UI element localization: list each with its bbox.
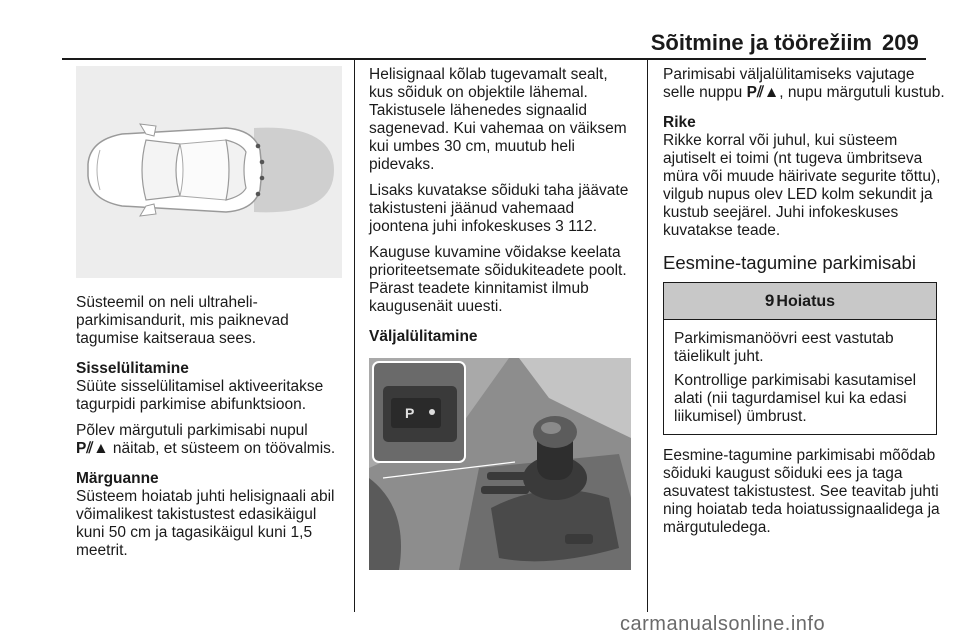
column-divider-right — [647, 60, 648, 612]
activation-paragraph: Süüte sisselülitamisel aktiveeritakse tagurpidi parkimise abifunktsioon. — [76, 378, 324, 413]
deactivate-text-end: , nupu märgutuli kustub. — [779, 84, 945, 101]
signal-paragraph: Helisignaal kõlab tugevamalt sealt, kus sõiduk on objektile lähemal. Takistusele lähenedes signaalid sagenevad. Kui vahemaa on väiksem kui umbes 30 cm, muutub heli pidevaks. — [369, 66, 627, 173]
display-paragraph — [369, 182, 635, 236]
column-3 — [663, 66, 945, 545]
page-title: Sõitmine ja töörežiim — [650, 30, 872, 55]
warning-text-1: Parkimismanöövri eest vastutab täielikult juht. — [674, 330, 894, 365]
fault-paragraph: Rikke korral või juhul, kui süsteem ajutiselt ei toimi (nt tugeva ümbritseva müra või muude häirivate segurite tõttu), vilgub nupus olev LED kolm sekundit ja kustub seejärel. Juhi infokeskuses kuvatakse teade. — [663, 132, 941, 239]
suppression-paragraph: Kauguse kuvamine võidakse keelata prioriteetsemate sõidukiteadete poolt. Pärast teadete kinnitamist ilmub kaugusenäit uuesti. — [369, 244, 627, 315]
button-led-icon — [429, 409, 435, 415]
intro-paragraph: Süsteemil on neli ultraheli-parkimisandurit, mis paiknevad tagumise kaitseraua sees. — [76, 294, 289, 347]
console-button-photo — [369, 358, 631, 570]
park-button-label: P — [405, 405, 415, 421]
sensor-icon — [260, 160, 265, 165]
sensor-icon — [260, 176, 265, 181]
page-number: 209 — [882, 30, 919, 55]
warning-triangle-icon: 9 — [764, 291, 775, 310]
indicator-paragraph — [76, 422, 342, 458]
indicator-text-end: näitab, et süsteem on töövalmis. — [112, 440, 336, 457]
sensor-icon — [256, 192, 261, 197]
column-1 — [76, 66, 342, 568]
page-ref-arrow-icon: 3 — [555, 218, 564, 235]
page-reference[interactable]: 112. — [568, 218, 598, 235]
warning-title: Hoiatus — [776, 293, 836, 310]
heading-indication: Märguanne — [76, 470, 159, 487]
heading-deactivation: Väljalülitamine — [369, 328, 478, 345]
column-2 — [369, 66, 635, 570]
warning-body — [664, 320, 936, 434]
heading-activation: Sisselülitamine — [76, 360, 189, 377]
warning-box — [663, 282, 937, 435]
heading-fault: Rike — [663, 114, 696, 131]
car-sensor-illustration — [76, 66, 342, 278]
sensor-icon — [256, 144, 261, 149]
indicator-text-start: Põlev märgutuli parkimisabi nupul — [76, 422, 308, 439]
deactivate-text-start: Parimisabi väljalülitamiseks vajutage selle nuppu — [663, 66, 915, 101]
column-divider-left — [354, 60, 355, 612]
display-text: Lisaks kuvatakse sõiduki taha jäävate takistusteni jäänud vahemaad joontena juhi infokeskuses — [369, 182, 629, 235]
watermark-text: carmanualsonline.info — [620, 613, 826, 635]
heading-front-rear-assist: Eesmine-tagumine parkimisabi — [663, 252, 916, 273]
park-assist-symbol-icon: P⫽▲ — [746, 84, 780, 101]
warning-header — [664, 283, 936, 320]
deactivate-paragraph — [663, 66, 945, 102]
warning-text-2: Kontrollige parkimisabi kasutamisel alati (nii tagurdamisel kui ka edasi liikumisel) ümbrust. — [674, 372, 917, 425]
page-header — [0, 26, 960, 58]
indication-paragraph: Süsteem hoiatab juhti helisignaali abil võimalikest takistustest edasikäigul kuni 50 cm ja tagasikäigul kuni 1,5 meetrit. — [76, 488, 335, 559]
front-rear-paragraph: Eesmine-tagumine parkimisabi mõõdab sõiduki kaugust sõiduki ees ja taga asuvatest takistustest. See teavitab juhti ning hoiatab teda hoiatussignaalidega ja märgutuledega. — [663, 447, 940, 536]
park-assist-symbol-icon: P⫽▲ — [76, 440, 109, 457]
header-rule — [62, 58, 926, 60]
